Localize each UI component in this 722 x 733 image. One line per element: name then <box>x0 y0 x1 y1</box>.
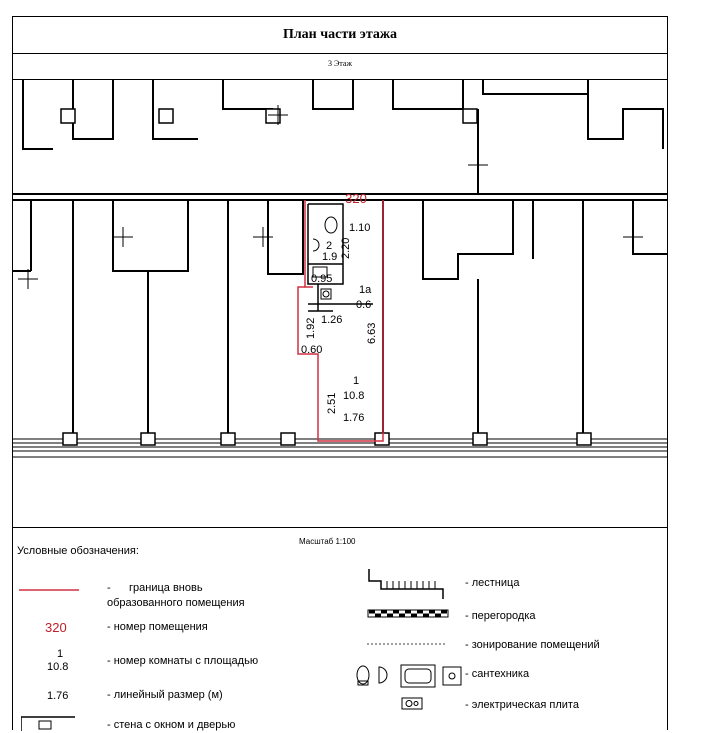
label-r1-num: 1 <box>353 375 360 387</box>
label-r1a-w: 1.26 <box>321 314 343 326</box>
floor-plan-drawing <box>13 79 667 527</box>
partition-icon <box>367 609 449 619</box>
sanitary-icon <box>355 661 465 689</box>
label-r1a-h: 1.92 <box>305 317 317 339</box>
legend-title: Условные обозначения: <box>17 545 139 557</box>
legend-sanitary: - сантехника <box>465 668 530 680</box>
legend-zoning: - зонирование помещений <box>465 639 600 651</box>
legend-room-area: - номер комнаты с площадью <box>107 655 259 667</box>
legend-dim: - линейный размер (м) <box>107 689 223 701</box>
plan-title: План части этажа <box>282 27 398 42</box>
floor-row <box>13 53 667 80</box>
boundary-sample <box>19 585 89 595</box>
legend-stairs: - лестница <box>465 577 520 589</box>
label-r1a-b: 0.60 <box>301 344 323 356</box>
label-r2-area: 1.9 <box>322 251 338 263</box>
stove-icon <box>401 697 425 711</box>
label-r2-b: 0.95 <box>311 273 333 285</box>
legend-dim-sample: 1.76 <box>47 690 69 702</box>
title-row <box>13 17 667 54</box>
label-r1a-num: 1а <box>359 284 372 296</box>
label-r1-area: 10.8 <box>343 390 365 402</box>
floor-label: 3 Этаж <box>328 59 352 68</box>
legend-area-sample-area: 10.8 <box>47 661 69 673</box>
legend-area-sample-num: 1 <box>57 648 64 660</box>
stairs-icon <box>367 567 447 601</box>
legend-boundary: - граница вновь образованного помещения <box>107 582 245 609</box>
zoning-icon <box>367 641 447 647</box>
label-r1-len: 6.63 <box>366 322 378 344</box>
legend-partition: - перегородка <box>465 610 536 622</box>
label-r2-num: 2 <box>326 240 333 252</box>
legend-wall: - стена с окном и дверью <box>107 719 236 731</box>
label-r1-w: 1.76 <box>343 412 365 424</box>
legend-room-number: - номер помещения <box>107 621 208 633</box>
label-r1-h: 2.51 <box>326 392 338 414</box>
drawing-frame <box>12 16 668 730</box>
legend-stove: - электрическая плита <box>465 699 579 711</box>
floor-plan <box>13 79 667 528</box>
room-number: 320 <box>345 191 367 206</box>
wall-sample <box>21 715 77 731</box>
label-r2-len: 2.20 <box>340 237 352 259</box>
legend-room-number-sample: 320 <box>45 620 67 635</box>
scale-label: Масштаб 1:100 <box>299 537 356 546</box>
label-r1a-area: 0.6 <box>356 299 372 311</box>
label-r2-w: 1.10 <box>349 222 371 234</box>
